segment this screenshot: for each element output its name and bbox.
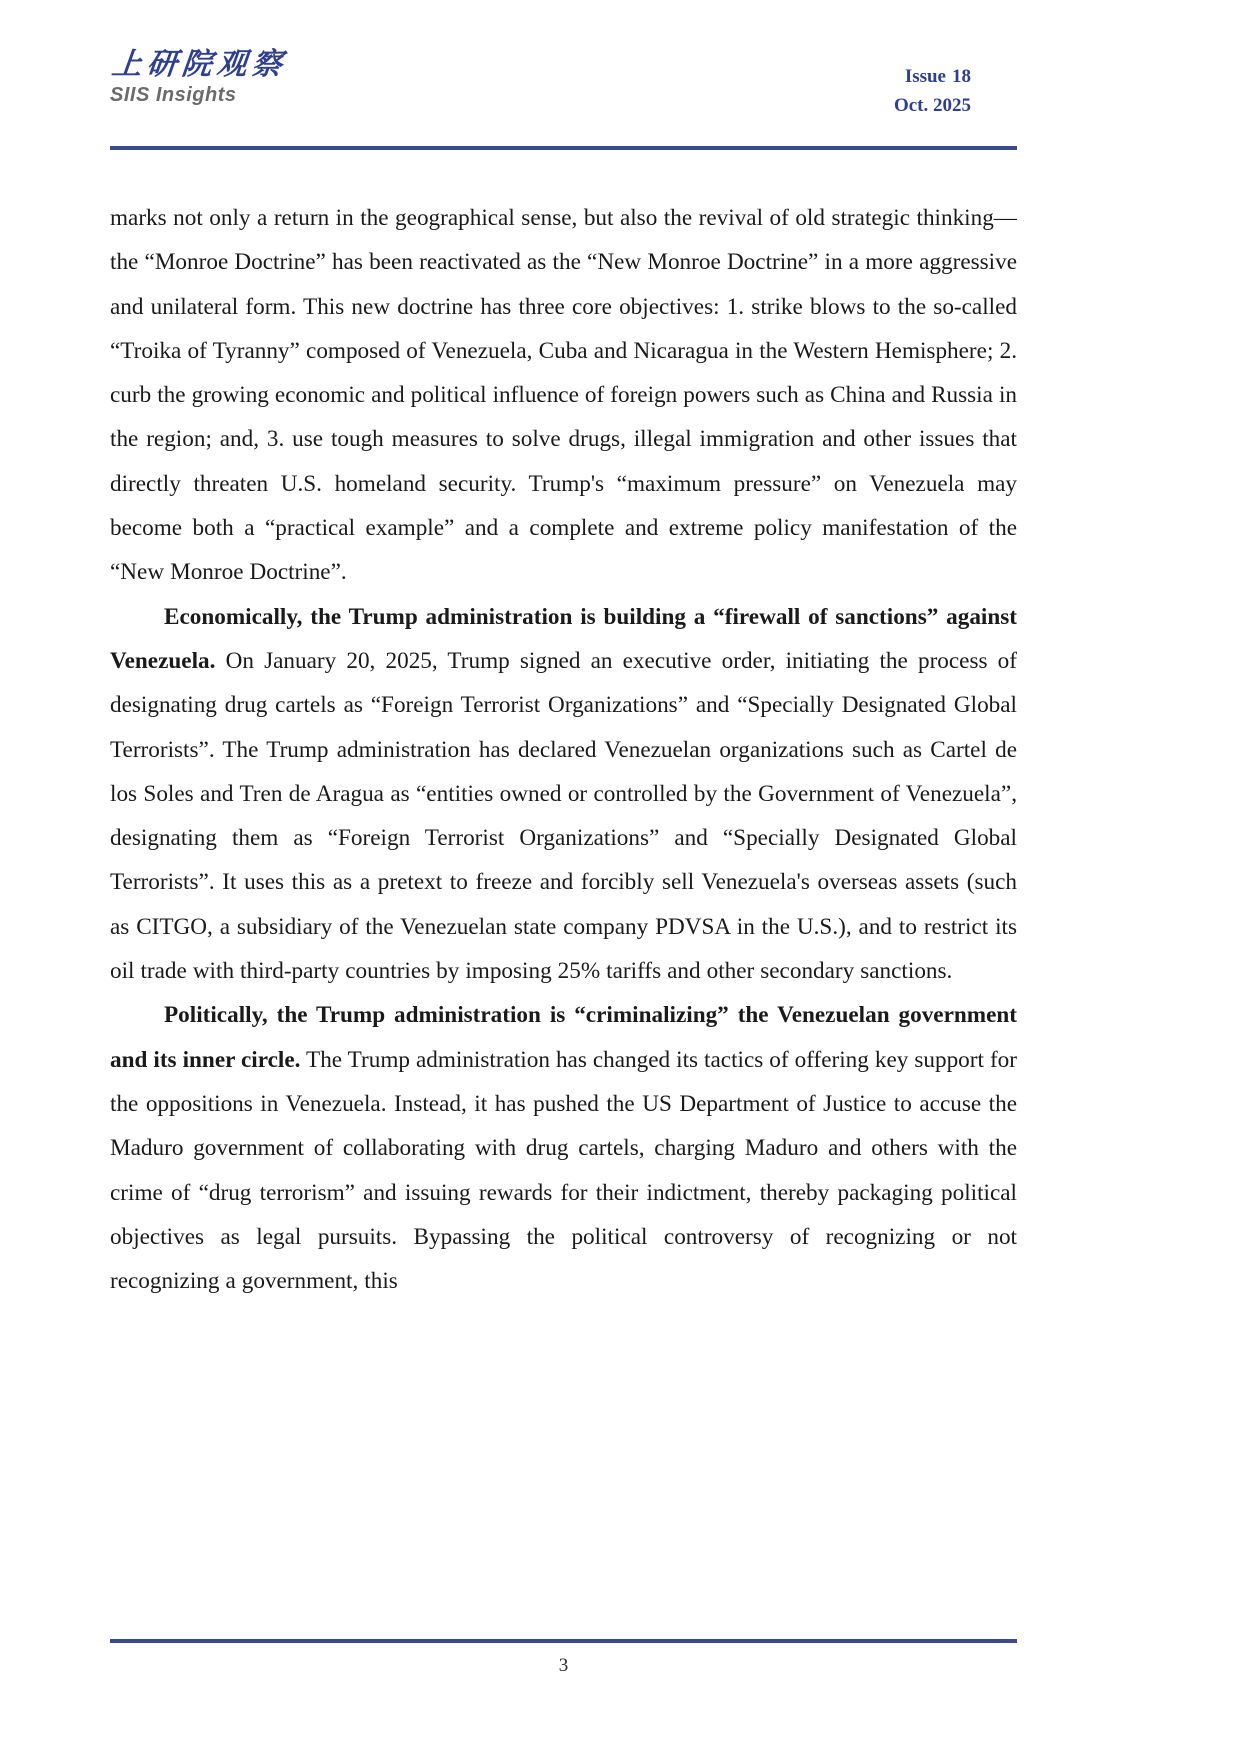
paragraph-text: The Trump administration has changed its tactics of offering key support for the oppositions in Venezuela. Instead, it has pushed the US Department of Justice to accuse the Maduro government of collaborating with drug cartels, charging Maduro and others with the crime of “drug terrorism” and issuing rewards for their indictment, thereby packaging political objectives as legal pursuits. Bypassing the political controversy of recognizing or not recognizing a government, this [110,1046,1017,1295]
masthead-chinese-title: 上研院观察 [110,47,289,82]
paragraph-lead-in: Economically, the Trump administration is building a “firewall of sanctions” against Venezuela. [110,603,1017,674]
paragraph-economically [110,595,1017,994]
masthead-english-title: SIIS Insights [110,83,237,106]
paragraph-continuation [110,196,1017,595]
page-header [110,40,1017,140]
issue-date: Oct. 2025 [893,95,971,117]
page-footer [110,1655,1017,1677]
article-body [110,196,1017,1303]
paragraph-text: On January 20, 2025, Trump signed an executive order, initiating the process of designating drug cartels as “Foreign Terrorist Organizations” and “Specially Designated Global Terrorists”. The Trump administration has declared Venezuelan organizations such as Cartel de los Soles and Tren de Aragua as “entities owned or controlled by the Government of Venezuela”, designating them as “Foreign Terrorist Organizations” and “Specially Designated Global Terrorists”. It uses this as a pretext to freeze and forcibly sell Venezuela's overseas assets (such as CITGO, a subsidiary of the Venezuelan state company PDVSA in the U.S.), and to restrict its oil trade with third-party countries by imposing 25% tariffs and other secondary sanctions. [110,647,1017,985]
page-number: 3 [558,1655,569,1676]
paragraph-politically [110,993,1017,1303]
paragraph-text: marks not only a return in the geographical sense, but also the revival of old strategic thinking—the “Monroe Doctrine” has been reactivated as the “New Monroe Doctrine” in a more aggressive and unilateral form. This new doctrine has three core objectives: 1. strike blows to the so-called “Troika of Tyranny” composed of Venezuela, Cuba and Nicaragua in the Western Hemisphere; 2. curb the growing economic and political influence of foreign powers such as China and Russia in the region; and, 3. use tough measures to solve drugs, illegal immigration and other issues that directly threaten U.S. homeland security. Trump's “maximum pressure” on Venezuela may become both a “practical example” and a complete and extreme policy manifestation of the “New Monroe Doctrine”. [110,205,1017,586]
masthead-logo [110,48,440,107]
paragraph-lead-in: Politically, the Trump administration is “criminalizing” the Venezuelan government and its inner circle. [110,1002,1017,1073]
issue-number-line [894,62,971,91]
issue-label: Issue [904,66,946,87]
footer-divider-rule [110,1639,1017,1643]
header-divider-rule [110,146,1017,150]
issue-info [894,62,971,121]
issue-number: 18 [952,66,971,87]
